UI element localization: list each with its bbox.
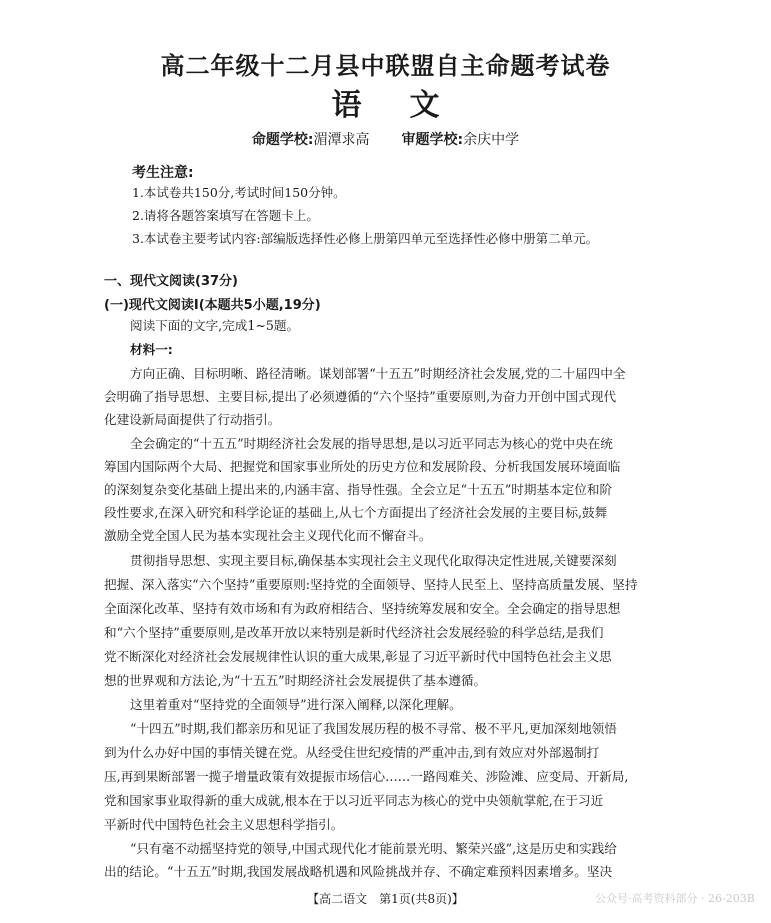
reviewer-label: 审题学校: bbox=[401, 132, 464, 148]
notice-item: 2.请将各题答案填写在答题卡上。 bbox=[132, 208, 319, 223]
subject-title bbox=[0, 80, 771, 124]
notice-title: 考生注意: bbox=[132, 165, 194, 181]
watermark: 公众号·高考资料部分 · 26-203B bbox=[595, 892, 755, 905]
body-line: 贯彻指导思想、实现主要目标,确保基本实现社会主义现代化取得决定性进展,关键要深刻 bbox=[130, 553, 617, 568]
section-heading: 一、现代文阅读(37分) bbox=[104, 274, 238, 289]
reviewer-value: 余庆中学 bbox=[463, 132, 520, 148]
body-line: 出的结论。“十五五”时期,我国发展战略机遇和风险挑战并存、不确定难预料因素增多。坚决 bbox=[104, 864, 613, 879]
subject-char: 文 bbox=[409, 88, 440, 123]
instruction-text: 阅读下面的文字,完成1~5题。 bbox=[130, 318, 300, 333]
notice-item: 3.本试卷主要考试内容:部编版选择性必修上册第四单元至选择性必修中册第二单元。 bbox=[132, 231, 599, 246]
material-label: 材料一: bbox=[130, 342, 173, 357]
setter-label: 命题学校: bbox=[251, 132, 314, 148]
body-line: “十四五”时期,我们都亲历和见证了我国发展历程的极不寻常、极不平凡,更加深刻地领悟 bbox=[130, 721, 617, 736]
body-line: 全会确定的“十五五”时期经济社会发展的指导思想,是以习近平同志为核心的党中央在统 bbox=[130, 436, 613, 451]
body-line: 党不断深化对经济社会发展规律性认识的重大成果,彰显了习近平新时代中国特色社会主义思 bbox=[104, 649, 612, 664]
body-line: 的深刻复杂变化基础上提出来的,内涵丰富、指导性强。全会立足“十五五”时期基本定位和阶 bbox=[104, 482, 613, 497]
school-info bbox=[0, 129, 771, 149]
setter-value: 湄潭求高 bbox=[313, 132, 370, 148]
body-line: 全面深化改革、坚持有效市场和有为政府相结合、坚持统筹发展和安全。全会确定的指导思想 bbox=[104, 601, 621, 616]
body-line: 想的世界观和方法论,为“十五五”时期经济社会发展提供了基本遵循。 bbox=[104, 673, 487, 688]
body-line: 筹国内国际两个大局、把握党和国家事业所处的历史方位和发展阶段、分析我国发展环境面临 bbox=[104, 459, 621, 474]
exam-title: 高二年级十二月县中联盟自主命题考试卷 bbox=[160, 52, 611, 80]
body-line: 段性要求,在深入研究和科学论证的基础上,从七个方面提出了经济社会发展的主要目标,鼓舞 bbox=[104, 505, 608, 520]
subject-char: 语 bbox=[331, 88, 362, 123]
sub-section-heading: (一)现代文阅读Ⅰ(本题共5小题,19分) bbox=[104, 298, 321, 313]
body-line: 把握、深入落实“六个坚持”重要原则:坚持党的全面领导、坚持人民至上、坚持高质量发展、坚持 bbox=[104, 577, 638, 592]
page-footer: 【高二语文 第1页(共8页)】 bbox=[307, 892, 464, 906]
body-line: 到为什么办好中国的事情关键在党。从经受住世纪疫情的严重冲击,到有效应对外部遏制打 bbox=[104, 745, 600, 760]
body-line: 化建设新局面提供了行动指引。 bbox=[104, 412, 281, 427]
body-line: 压,再到果断部署一揽子增量政策有效提振市场信心……一路闯难关、涉险滩、应变局、开新局, bbox=[104, 769, 629, 784]
body-line: 这里着重对“坚持党的全面领导”进行深入阐释,以深化理解。 bbox=[130, 697, 462, 712]
body-line: 党和国家事业取得新的重大成就,根本在于以习近平同志为核心的党中央领航掌舵,在于习近 bbox=[104, 793, 604, 808]
body-line: 激励全党全国人民为基本实现社会主义现代化而不懈奋斗。 bbox=[104, 528, 432, 543]
body-line: 会明确了指导思想、主要目标,提出了必须遵循的“六个坚持”重要原则,为奋力开创中国式现代 bbox=[104, 389, 617, 404]
body-line: 平新时代中国特色社会主义思想科学指引。 bbox=[104, 817, 344, 832]
body-line: 和“六个坚持”重要原则,是改革开放以来特别是新时代经济社会发展经验的科学总结,是我们 bbox=[104, 625, 604, 640]
body-line: 方向正确、目标明晰、路径清晰。谋划部署“十五五”时期经济社会发展,党的二十届四中全 bbox=[130, 366, 626, 381]
body-line: “只有毫不动摇坚持党的领导,中国式现代化才能前景光明、繁荣兴盛”,这是历史和实践给 bbox=[130, 841, 617, 856]
notice-item: 1.本试卷共150分,考试时间150分钟。 bbox=[132, 185, 346, 200]
